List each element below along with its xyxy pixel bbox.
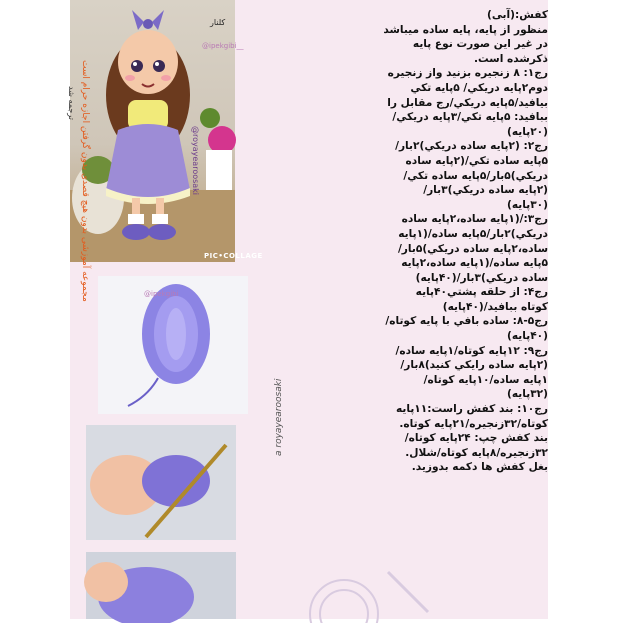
pattern-line: در غیر این صورت نوع پایه: [412, 38, 548, 51]
doll-name-label: كلنار: [210, 18, 226, 27]
pattern-line: رج۲: (۲پایه ساده دریکي)۲بار/: [395, 140, 548, 153]
pattern-line: کوتاه ببافید/(۴۰پایه): [442, 300, 548, 313]
pattern-line: (۳۰پایه): [507, 198, 548, 211]
pattern-line: رج۹: ۱۲پایه کوتاه/۱پایه ساده/: [395, 344, 548, 357]
pattern-line: ساده دریکي)۳بار/(۴۰پایه): [415, 271, 548, 284]
pattern-line: رج۵-۸: ساده بافي با پایه کوتاه/: [385, 315, 548, 328]
hook-photo: [86, 425, 236, 540]
pattern-line: ۳۲زنجیره/۸پایه کوتاه/شلال.: [405, 446, 548, 459]
pattern-line: ذکرشده است.: [474, 52, 548, 65]
pattern-line: ببافید: ۵پایه تکي/۳پایه دریکي/: [392, 111, 548, 124]
pattern-line: دریکي)۲بار/۵پایه ساده/(۱پایه: [398, 227, 548, 240]
pattern-line: (۲پایه ساده دریکي)۳بار/: [423, 184, 548, 197]
doll-photo: [70, 0, 263, 262]
pattern-line: ۱پایه ساده/۱۰پایه کوتاه/: [423, 373, 548, 386]
pattern-line: (۳۲پایه): [507, 388, 548, 401]
pattern-line: ساده،۲پایه ساده دریکي)۵بار/: [397, 242, 548, 255]
post-frame: [67, 0, 548, 619]
pattern-line: (۴۰پایه): [507, 330, 548, 343]
yarn-ball-decoration: [288, 552, 438, 619]
doll-illustration: [70, 0, 235, 262]
shoe-illustration: [86, 552, 236, 619]
photo-column: [67, 0, 263, 619]
pic-collage-tag: PIC•COLLAGE: [204, 252, 263, 260]
pattern-line: بیافید/۵پایه دریکي/رج مقابل را: [387, 96, 548, 109]
translate-watermark: ترجمه شد: [67, 86, 76, 120]
pattern-line: رج۱: ۸ زنجیره بزنید واز زنجیره: [387, 67, 548, 80]
doll-watermark: @royayearoosaki: [191, 126, 200, 196]
pattern-line: رج۴: از حلقه پشتي۴۰پایه: [415, 286, 548, 299]
pattern-line: کفش:(آبی): [486, 9, 548, 21]
pattern-line: رج۱۰: بند کفش راست:۱۱پایه: [395, 403, 548, 416]
pattern-line: بغل کفش ها دکمه بدوزید.: [411, 461, 548, 474]
vertical-orange-watermark: مجموعه آموزشی بدون هیچ قصدی بدون گرفتن اجازه حرام است: [80, 60, 90, 302]
pattern-line: بند کفش چپ: ۲۴پایه کوتاه/: [404, 432, 548, 445]
pattern-line: منظور از پایه، پایه ساده میباشد: [383, 23, 548, 36]
sole-photo: [98, 276, 248, 414]
pattern-line: دوم۲پایه دریکي/ ۵پایه تکي: [410, 81, 548, 94]
pattern-line: ۵پایه ساده تکي/(۲پایه ساده: [405, 154, 548, 167]
pattern-line: (۲۰پایه): [507, 125, 548, 138]
shoe-photo: [86, 552, 236, 619]
sole-handle: @ipekgibi: [144, 290, 179, 298]
pattern-line: دریکي)۵بار/۵پایه ساده تکي/: [403, 169, 548, 182]
pattern-line: رج۳:/(۱پایه ساده،۲پایه ساده: [401, 213, 548, 226]
pattern-line: (۲پایه ساده رایکي کنید)۸بار/: [400, 359, 548, 372]
crochet-pattern-text: [298, 8, 548, 475]
pattern-line: کوتاه/۳۲زنجیره/۲۱پایه کوتاه.: [399, 417, 548, 430]
hook-illustration: [86, 425, 236, 540]
doll-handle: @ipekgibi__: [202, 42, 244, 50]
pattern-line: ۵پایه ساده/(۱پایه ساده،۲پایه: [401, 257, 548, 270]
roya-vertical-watermark: a royayearoosaki: [274, 378, 284, 456]
